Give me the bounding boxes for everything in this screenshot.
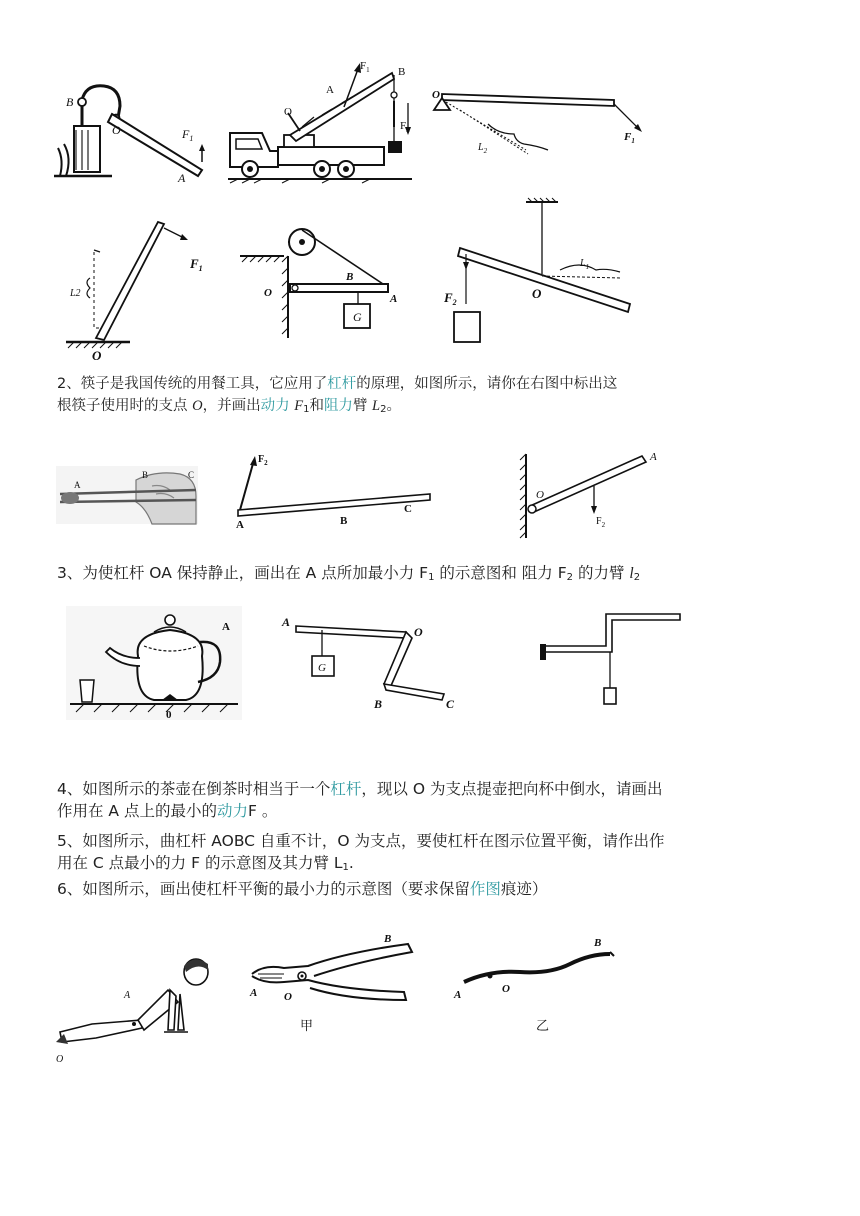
link-resistance[interactable]: 阻力 (323, 398, 353, 414)
label-F2: $F_2$ (596, 516, 606, 529)
link-power-2[interactable]: 动力 (216, 802, 248, 820)
label-B: B (340, 515, 348, 527)
label-F1: $F_1$ (624, 131, 635, 145)
water-pump-figure (52, 78, 212, 186)
stick-lever-figure (450, 930, 622, 1036)
label-L2: $L_2$ (478, 142, 488, 155)
label-B: B (398, 66, 406, 78)
label-A: A (390, 293, 398, 305)
label-C: C (404, 503, 412, 515)
label-B: B (346, 271, 354, 283)
label-F1: $F_1$ (190, 256, 203, 273)
chopsticks-hand-figure (56, 466, 198, 524)
label-O: O (56, 1054, 64, 1065)
link-power[interactable]: 动力 (260, 398, 290, 414)
label-B: B (374, 697, 383, 711)
link-lever[interactable]: 杠杆 (327, 376, 357, 392)
label-O: 0 (166, 709, 172, 721)
crane-truck-figure (222, 55, 414, 187)
label-O: O (284, 991, 292, 1003)
label-B: B (66, 95, 74, 109)
label-A: A (454, 989, 462, 1001)
label-L2: L2 (70, 288, 81, 299)
inclined-lever-figure (440, 196, 640, 346)
label-O: O (112, 123, 121, 137)
label-A: A (326, 84, 334, 96)
label-B: B (384, 933, 392, 945)
label-O: O (536, 489, 544, 501)
question-6: 6、如图所示，画出使杠杆平衡的最小力的示意图（要求保留作图痕迹） (57, 880, 548, 898)
label-O: O (502, 983, 510, 995)
link-drawing[interactable]: 作图 (469, 880, 501, 898)
label-A: A (124, 990, 131, 1001)
label-A: A (74, 480, 81, 490)
label-A: A (250, 987, 258, 999)
label-F2: $F_2$ (400, 120, 410, 134)
link-lever-2[interactable]: 杠杆 (330, 780, 362, 798)
label-L1: $L_1$ (580, 258, 590, 271)
chopstick-lever-figure (224, 448, 436, 532)
label-A: A (282, 615, 291, 629)
label-B: B (594, 937, 602, 949)
caption-jia: 甲 (300, 1018, 314, 1033)
label-C: C (188, 470, 195, 480)
label-A: A (222, 621, 230, 633)
pliers-figure (244, 930, 420, 1038)
label-A: A (650, 451, 657, 463)
label-B: B (142, 470, 149, 480)
z-lever-figure (534, 608, 694, 712)
label-F2: $F_2$ (444, 290, 457, 307)
label-A: A (236, 519, 244, 531)
question-3: 3、为使杠杆 OA 保持静止，画出在 A 点所加最小力 $F_1$ 的示意图和 阻力 $F_2$ 的力臂 $l_2$ (57, 564, 641, 583)
label-F1: $F_1$ (182, 127, 194, 143)
label-O: O (432, 89, 440, 101)
question-5: 5、如图所示，曲杠杆 AOBC 自重不计，O 为支点，要使杠杆在图示位置平衡，请作出作 用在 C 点最小的力 F 的示意图及其力臂 $L_1$. (57, 832, 665, 873)
label-G: G (318, 662, 326, 674)
label-O: O (92, 348, 102, 363)
question-2: 2、筷子是我国传统的用餐工具，它应用了杠杆的原理，如图所示，请你在右图中标出这 根筷子使用时的支点 O，并画出动力 $F_1$和阻力臂 $L_2$。 (57, 376, 618, 415)
label-O: O (284, 106, 292, 118)
caption-yi: 乙 (536, 1018, 550, 1033)
bent-lever-figure (276, 612, 466, 716)
label-C: C (446, 697, 455, 711)
teapot-figure (66, 606, 242, 720)
label-A: A (178, 171, 186, 185)
question-4: 4、如图所示的茶壶在倒茶时相当于一个杠杆，现以 O 为支点提壶把向杯中倒水，请画出 作用在 A 点上的最小的动力F 。 (57, 780, 663, 820)
wall-bracket-figure (232, 222, 410, 342)
label-G: G (353, 310, 362, 324)
wall-lever-figure (514, 448, 670, 540)
label-F1: $F_1$ (360, 60, 370, 74)
label-F2: $F_2$ (258, 454, 268, 467)
label-O: O (532, 286, 542, 301)
leaning-pole-figure (60, 210, 220, 366)
label-O: O (414, 625, 423, 639)
pivot-beam-figure (428, 84, 656, 166)
label-O: O (264, 287, 272, 299)
pushup-figure (52, 950, 218, 1064)
